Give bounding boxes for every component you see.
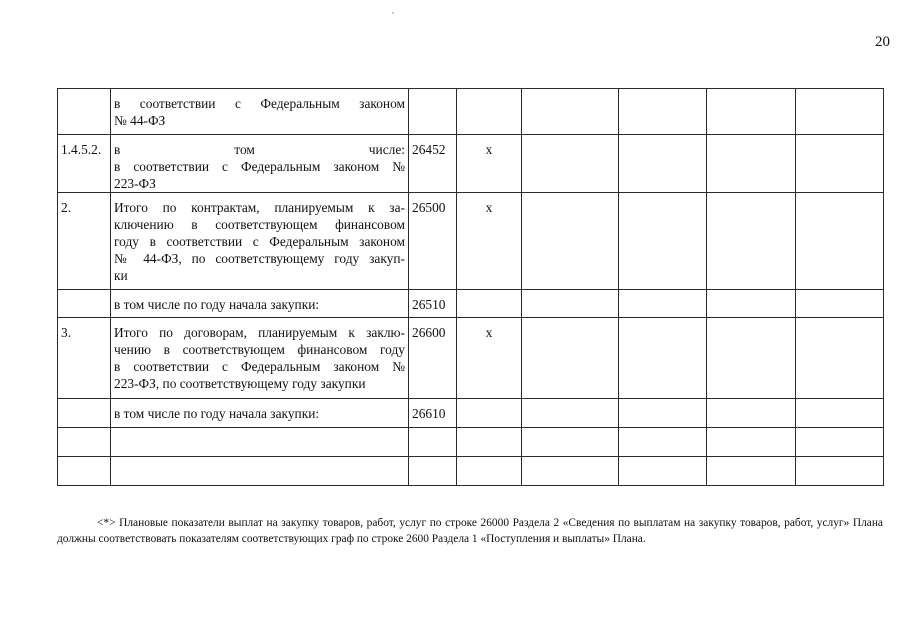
row-number-cell	[58, 428, 111, 457]
row-value-cell	[522, 135, 619, 193]
description-line: в том числе:	[114, 142, 405, 157]
row-description-cell	[111, 318, 409, 399]
payments-plan-table	[57, 88, 884, 486]
row-mark-cell	[457, 399, 522, 428]
row-value-cell	[619, 318, 707, 399]
description-line: № 44-ФЗ, по соответствующему году закуп-	[114, 251, 405, 266]
row-code-cell: 26500	[409, 193, 457, 290]
row-value-cell	[796, 399, 884, 428]
row-value-cell	[522, 428, 619, 457]
row-description-cell	[111, 193, 409, 290]
row-description-cell	[111, 457, 409, 486]
row-value-cell	[707, 135, 796, 193]
row-value-cell	[522, 290, 619, 318]
row-value-cell	[619, 89, 707, 135]
table-row	[58, 89, 884, 135]
row-description-cell	[111, 89, 409, 135]
description-line: № 44-ФЗ	[114, 113, 166, 128]
row-value-cell	[619, 399, 707, 428]
row-number-cell: 2.	[58, 193, 111, 290]
row-value-cell	[522, 89, 619, 135]
row-number-cell	[58, 89, 111, 135]
row-code-cell: 26600	[409, 318, 457, 399]
table-row	[58, 428, 884, 457]
row-code-cell	[409, 457, 457, 486]
row-mark-cell: x	[457, 318, 522, 399]
row-code-cell	[409, 428, 457, 457]
description-line: чению в соответствующем финансовом году	[114, 342, 405, 357]
row-code-cell: 26510	[409, 290, 457, 318]
row-value-cell	[707, 290, 796, 318]
row-value-cell	[707, 399, 796, 428]
table-row	[58, 399, 884, 428]
row-mark-cell	[457, 89, 522, 135]
description-line: 223-ФЗ	[114, 176, 156, 191]
row-value-cell	[796, 290, 884, 318]
table-row	[58, 290, 884, 318]
row-value-cell	[522, 399, 619, 428]
row-value-cell	[522, 457, 619, 486]
row-description-cell	[111, 399, 409, 428]
row-mark-cell: x	[457, 193, 522, 290]
row-code-cell	[409, 89, 457, 135]
row-value-cell	[619, 135, 707, 193]
row-value-cell	[707, 193, 796, 290]
description-line: ки	[114, 268, 128, 283]
description-line: Итого по контрактам, планируемым к за-	[114, 200, 405, 215]
row-value-cell	[619, 290, 707, 318]
description-line: в том числе по году начала закупки:	[114, 297, 320, 312]
row-value-cell	[796, 457, 884, 486]
row-value-cell	[619, 428, 707, 457]
row-value-cell	[796, 428, 884, 457]
row-description-cell	[111, 135, 409, 193]
row-number-cell: 3.	[58, 318, 111, 399]
table-row	[58, 193, 884, 290]
page-number: 20	[875, 34, 890, 50]
row-value-cell	[796, 193, 884, 290]
footnote: <*> Плановые показатели выплат на закупку товаров, работ, услуг по строке 26000 Раздела 2 «Сведения по выплатам на закупку товаров, работ, услуг» Плана должны соответствовать показателям соответствующих граф по строке 2600 Раздела 1 «Поступления и выплаты» Плана.	[57, 517, 883, 545]
row-code-cell: 26452	[409, 135, 457, 193]
description-line: в том числе по году начала закупки:	[114, 406, 320, 421]
row-value-cell	[796, 135, 884, 193]
description-line: в соответствии с Федеральным законом №	[114, 159, 405, 174]
row-value-cell	[619, 193, 707, 290]
description-line: 223-ФЗ, по соответствующему году закупки	[114, 376, 366, 391]
row-number-cell: 1.4.5.2.	[58, 135, 111, 193]
row-number-cell	[58, 290, 111, 318]
table-body	[58, 89, 884, 486]
row-value-cell	[522, 193, 619, 290]
row-value-cell	[796, 89, 884, 135]
row-description-cell	[111, 428, 409, 457]
row-description-cell	[111, 290, 409, 318]
description-line: году в соответствии с Федеральным законом	[114, 234, 405, 249]
row-value-cell	[522, 318, 619, 399]
row-value-cell	[619, 457, 707, 486]
row-mark-cell	[457, 428, 522, 457]
row-number-cell	[58, 399, 111, 428]
row-mark-cell	[457, 457, 522, 486]
row-value-cell	[707, 428, 796, 457]
row-mark-cell: x	[457, 135, 522, 193]
description-line: в соответствии с Федеральным законом	[114, 96, 405, 111]
row-mark-cell	[457, 290, 522, 318]
description-line: в соответствии с Федеральным законом №	[114, 359, 405, 374]
table-row	[58, 135, 884, 193]
table-row	[58, 457, 884, 486]
row-value-cell	[707, 318, 796, 399]
description-line: ключению в соответствующем финансовом	[114, 217, 405, 232]
description-line: Итого по договорам, планируемым к заклю-	[114, 325, 405, 340]
row-value-cell	[707, 457, 796, 486]
table-row	[58, 318, 884, 399]
row-code-cell: 26610	[409, 399, 457, 428]
row-number-cell	[58, 457, 111, 486]
row-value-cell	[796, 318, 884, 399]
row-value-cell	[707, 89, 796, 135]
scan-speck	[392, 12, 394, 14]
